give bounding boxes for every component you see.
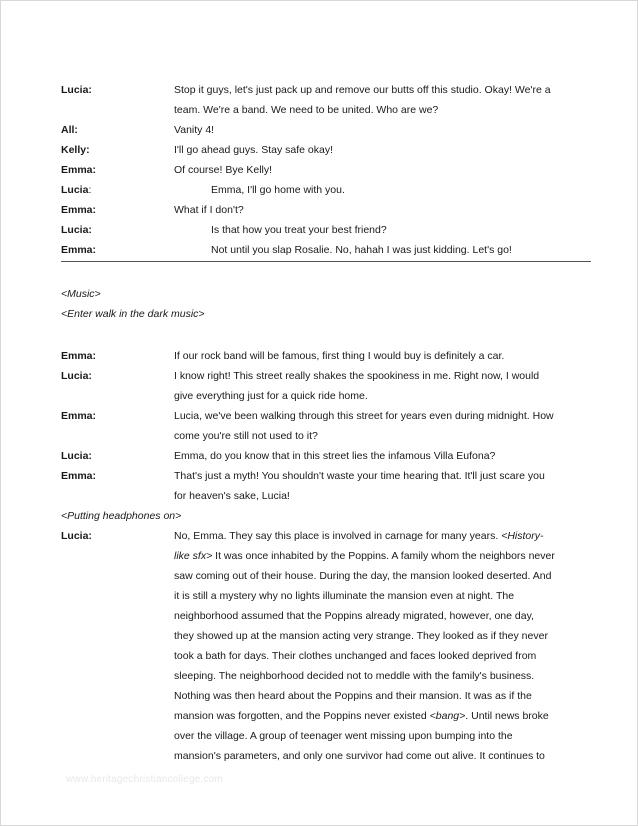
speaker-name: Emma: [61, 244, 97, 256]
dialogue-line [61, 526, 591, 766]
stage-direction: <Putting headphones on> [61, 510, 182, 522]
stage-direction: <Enter walk in the dark music> [61, 308, 205, 320]
speaker-name: Emma: [61, 470, 97, 482]
dialogue-text-line: Lucia, we've been walking through this street for years even during midnight. How [174, 410, 554, 422]
dialogue-text-line: for heaven's sake, Lucia! [174, 490, 290, 502]
dialogue-line [61, 160, 591, 180]
dialogue-line [61, 366, 591, 406]
dialogue-text [174, 406, 591, 446]
dialogue-text: I'll go ahead guys. Stay safe okay! [174, 144, 334, 156]
speaker-name: All: [61, 124, 78, 136]
dialogue-text [174, 80, 591, 120]
dialogue-text-line: team. We're a band. We need to be united. Who are we? [174, 104, 439, 116]
text-run: . Until news broke [465, 710, 549, 722]
dialogue-text-line: it is still a mystery why no lights illuminate the mansion even at night. The [174, 590, 515, 602]
speaker-name-text: Lucia [61, 184, 89, 196]
text-run: mansion was forgotten, and the Poppins never existed [174, 710, 430, 722]
watermark: www.heritagechristiancollege.com [66, 774, 224, 785]
sfx-cue: <History- [501, 530, 544, 542]
dialogue-text [174, 366, 591, 406]
dialogue-text-line: I know right! This street really shakes the spookiness in me. Right now, I would [174, 370, 540, 382]
dialogue-text-line: mansion's parameters, and only one survivor had come out alive. It continues to [174, 750, 545, 762]
speaker-name: Lucia: [61, 530, 92, 542]
spacer [61, 262, 591, 284]
dialogue-text [174, 466, 591, 506]
dialogue-text-line: neighborhood assumed that the Poppins already migrated, however, one day, [174, 610, 534, 622]
dialogue-text-line: over the village. A group of teenager went missing upon bumping into the [174, 730, 513, 742]
dialogue-text: Is that how you treat your best friend? [211, 224, 387, 236]
speaker-name: Emma: [61, 164, 97, 176]
dialogue-text: Of course! Bye Kelly! [174, 164, 273, 176]
speaker-name [61, 180, 174, 200]
dialogue-line [61, 200, 591, 220]
dialogue-line [61, 120, 591, 140]
dialogue-text-line: come you're still not used to it? [174, 430, 318, 442]
dialogue-text: Vanity 4! [174, 124, 215, 136]
speaker-name: Lucia: [61, 370, 92, 382]
dialogue-text: If our rock band will be famous, first thing I would buy is definitely a car. [174, 350, 505, 362]
dialogue-text-line: sleeping. The neighborhood decided not to meddle with the family's business. [174, 670, 535, 682]
dialogue-text-line: took a bath for days. Their clothes unchanged and faces looked deprived from [174, 650, 537, 662]
sfx-cue: <bang> [429, 710, 466, 722]
dialogue-text-line: Stop it guys, let's just pack up and remove our butts off this studio. Okay! We're a [174, 84, 551, 96]
dialogue-text: Emma, I'll go home with you. [211, 184, 345, 196]
dialogue-text-line [174, 546, 591, 566]
speaker-name: Kelly: [61, 144, 90, 156]
dialogue-line [61, 180, 591, 200]
speaker-name: Lucia: [61, 450, 92, 462]
dialogue-text: What if I don't? [174, 204, 244, 216]
dialogue-line [61, 80, 591, 120]
dialogue-line [61, 240, 591, 260]
dialogue-text-line: Nothing was then heard about the Poppins and their mansion. It was as if the [174, 690, 532, 702]
dialogue-text: Not until you slap Rosalie. No, hahah I was just kidding. Let's go! [211, 244, 512, 256]
stage-direction: <Music> [61, 288, 101, 300]
speaker-name: Emma: [61, 410, 97, 422]
dialogue-line [61, 446, 591, 466]
sfx-cue: like sfx> [174, 550, 213, 562]
dialogue-text: Emma, do you know that in this street lies the infamous Villa Eufona? [174, 450, 496, 462]
speaker-name: Emma: [61, 204, 97, 216]
spacer [61, 324, 591, 346]
dialogue-text-line: they showed up at the mansion acting very strange. They looked as if they never [174, 630, 548, 642]
speaker-name: Emma: [61, 350, 97, 362]
speaker-name: Lucia: [61, 224, 92, 236]
speaker-colon: : [88, 184, 92, 196]
dialogue-text-line: That's just a myth! You shouldn't waste your time hearing that. It'll just scare you [174, 470, 545, 482]
dialogue-line [61, 220, 591, 240]
dialogue-text-line [174, 706, 591, 726]
dialogue-text [174, 526, 591, 766]
dialogue-line [61, 466, 591, 506]
speaker-name: Lucia: [61, 84, 92, 96]
dialogue-line [61, 406, 591, 446]
text-run: It was once inhabited by the Poppins. A family whom the neighbors never [212, 550, 555, 562]
text-run: No, Emma. They say this place is involved in carnage for many years. [174, 530, 502, 542]
dialogue-line [61, 140, 591, 160]
dialogue-line [61, 346, 591, 366]
dialogue-text-line: give everything just for a quick ride home. [174, 390, 368, 402]
dialogue-text-line [174, 526, 591, 546]
dialogue-text-line: saw coming out of their house. During the day, the mansion looked deserted. And [174, 570, 552, 582]
script-page [61, 80, 591, 766]
